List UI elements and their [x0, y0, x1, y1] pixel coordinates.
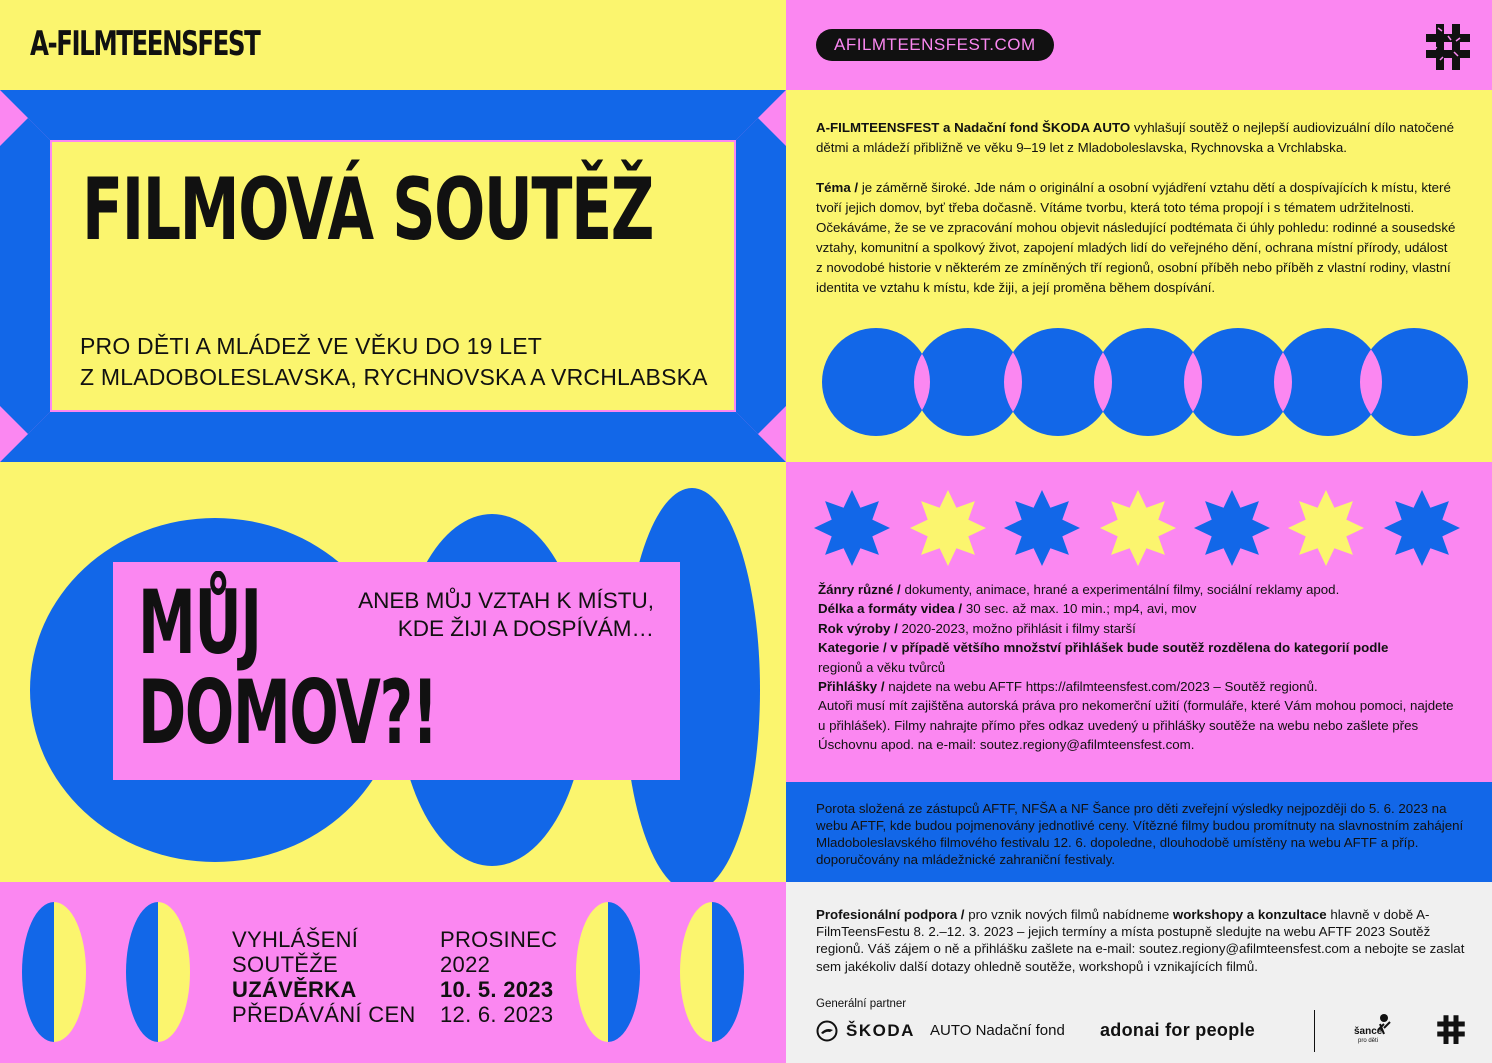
- skoda-rest: AUTO Nadační fond: [930, 1022, 1065, 1039]
- schedule-label-2: UZÁVĚRKA: [232, 977, 357, 1002]
- brand-logo: A-FILMTEENSFEST: [30, 24, 260, 64]
- year-label: Rok výroby /: [818, 620, 902, 636]
- star-icon: [1384, 490, 1460, 566]
- support-label: Profesionální podpora /: [816, 907, 969, 922]
- sance-logo-icon: šance pro děti: [1354, 1012, 1394, 1048]
- stars-row: [786, 490, 1492, 590]
- adonai-logo: adonai for people: [1100, 1020, 1256, 1040]
- length-label: Délka a formáty videa /: [818, 601, 966, 617]
- genres-label: Žánry různé /: [818, 582, 905, 597]
- skoda-logo-icon: [816, 1020, 838, 1042]
- star-icon: [1288, 490, 1364, 566]
- hash-logo-small-icon: [1436, 1014, 1466, 1044]
- length-text: 30 sec. až max. 10 min.; mp4, avi, mov: [965, 601, 1197, 617]
- apply-text: najdete na webu AFTF https://afilmteensfest.com/2023 – Soutěž regionů.: [888, 679, 1318, 695]
- support-text1: pro vznik nových filmů nabídneme: [968, 907, 1173, 922]
- intro-lead: A-FILMTEENSFEST a Nadační fond ŠKODA AUTO: [816, 120, 1131, 135]
- theme-tagline-line2: KDE ŽIJI A DOSPÍVÁM…: [397, 616, 654, 641]
- schedule-label-3: PŘEDÁVÁNÍ CEN: [232, 1002, 416, 1027]
- support-bold: workshopy a konzultace: [1172, 907, 1327, 922]
- schedule-labels: [232, 927, 416, 1027]
- star-icon: [1194, 490, 1270, 566]
- theme-title-line2: DOMOV?!: [138, 661, 438, 764]
- star-icon: [910, 490, 986, 566]
- intro-lead-rest: vyhlašují soutěž o nejlepší audiovizuální dílo natočené dětmi a mládeží přibližně ve věku 9–19 let z Mladoboleslavska, Rychnovska a Vrchlabska.: [816, 120, 1454, 155]
- schedule-value-0: PROSINEC: [440, 927, 558, 952]
- partner-divider: [1314, 1010, 1315, 1052]
- schedule-value-3: 12. 6. 2023: [440, 1002, 554, 1027]
- website-link[interactable]: AFILMTEENSFEST.COM: [816, 29, 1054, 61]
- apply-label: Přihlášky /: [818, 679, 889, 695]
- theme-tagline-line1: ANEB MŮJ VZTAH K MÍSTU,: [358, 588, 654, 613]
- partners-label: Generální partner: [816, 998, 907, 1010]
- theme-title-line1: MŮJ: [138, 571, 261, 674]
- category-label: Kategorie /: [818, 640, 891, 656]
- apply-text2: Autoři musí mít zajištěna autorská práva pro nekomerční užití (formuláře, které Vám mohou pomoci, najdete u přihlášek). Filmy nahrajte přímo přes odkaz uvedený u přihlášky soutěže na webu nebo zašlete přes Úschovnu apod. na e-mail: soutez.regiony@afilmteensfest.com.: [818, 698, 1454, 753]
- circles-row: [786, 320, 1492, 450]
- schedule-value-1: 2022: [440, 952, 491, 977]
- schedule-label-1: SOUTĚŽE: [232, 952, 338, 977]
- hero-subtitle-line2: Z MLADOBOLESLAVSKA, RYCHNOVSKA A VRCHLABSKA: [80, 364, 708, 390]
- support-text2: hlavně v době A-FilmTeensFestu 8. 2.–12. 3. 2023 – jejich termíny a místa postupně sledujte na webu AFTF 2023 Soutěž regionů. Váš zájem o ně a přihlášku zašlete na e-mail: soutez.regiony@afilmteensfest.com a nebojte se zaslat sem jakékoliv další dotazy ohledně soutěže, workshopů i vznikajících filmů.: [816, 907, 1465, 974]
- star-icon: [814, 490, 890, 566]
- jury-text: Porota složená ze zástupců AFTF, NFŠA a NF Šance pro děti zveřejní výsledky nejpozději do 5. 6. 2023 na webu AFTF, kde budou pojmenovány jednotlivé ceny. Vítězné filmy budou promítnuty na slavnostním zahájení Mladoboleslavského filmového festivalu 12. 6. dopoledne, dlouhodobě umístěny na webu AFTF a příp. doporučovány na mládežnické zahraniční festivaly.: [816, 801, 1464, 867]
- schedule-value-2: 10. 5. 2023: [440, 977, 554, 1002]
- theme-text: je záměrně široké. Jde nám o originální a osobní vyjádření vztahu dětí a dospívajících k místu, které tvoří jejich domov, byť třeba dočasně. Vítáme tvorbu, která toto téma propojí i s tématem udržitelnosti. Očekáváme, že se ve zpracování mohou objevit následující podtémata či úhly pohledu: rodinné a sousedské vztahy, komunitní a spolkový život, zapojení mladých lidí do veřejného dění, ochrana místní přírody, událost z novodobé historie v některém ze zmíněných tří regionů, osobní příběh nebo příběh z vlastní rodiny, vlastní identita ve vztahu k místu, kde žiji, a její proměna během dospívání.: [816, 180, 1456, 295]
- theme-label: Téma /: [816, 180, 862, 195]
- hero-subtitle-line1: PRO DĚTI A MLÁDEŽ VE VĚKU DO 19 LET: [80, 333, 543, 359]
- intro-text: [816, 118, 1456, 318]
- genres-text: dokumenty, animace, hrané a experimentální filmy, sociální reklamy apod.: [904, 582, 1340, 597]
- schedule-values: [440, 927, 557, 1027]
- hero-title: FILMOVÁ SOUTĚŽ: [82, 160, 654, 260]
- hero-panel: [0, 90, 786, 462]
- schedule-label-0: VYHLÁŠENÍ: [232, 927, 359, 952]
- category-text-bold: v případě většího množství přihlášek bude soutěž rozdělena do kategorií podle: [890, 640, 1389, 656]
- hash-logo-icon: [1424, 22, 1472, 70]
- skoda-brand: ŠKODA: [846, 1021, 915, 1040]
- star-icon: [1100, 490, 1176, 566]
- category-text: regionů a věku tvůrců: [818, 659, 946, 675]
- star-icon: [1004, 490, 1080, 566]
- rules-text: [818, 580, 1458, 755]
- support-text: [816, 906, 1466, 975]
- year-text: 2020-2023, možno přihlásit i filmy starší: [901, 620, 1136, 636]
